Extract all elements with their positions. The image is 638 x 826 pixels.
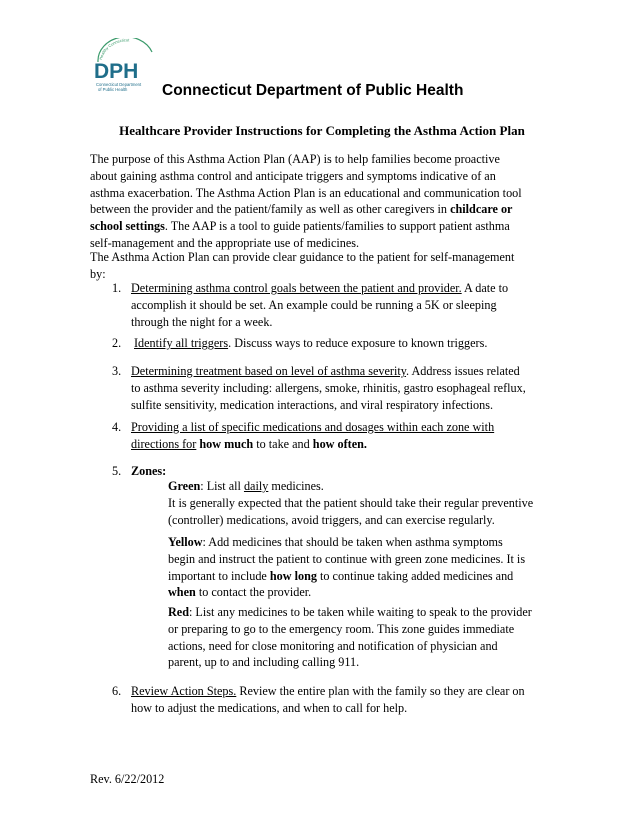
zone-line: or preparing to go to the emergency room. This zone guides immediate xyxy=(168,621,515,636)
intro-line: The purpose of this Asthma Action Plan (AAP) is to help families become proactive xyxy=(90,152,500,166)
zone-emphasis: how long xyxy=(269,568,317,583)
dph-logo-icon xyxy=(88,38,156,96)
intro-line xyxy=(90,201,560,218)
zone-line: begin and instruct the patient to continue with green zone medicines. It is xyxy=(168,551,526,566)
intro-emphasis: childcare or xyxy=(450,202,513,217)
item-line: accomplish it should be set. An example could be running a 5K or sleeping xyxy=(131,297,497,312)
item-line xyxy=(131,436,561,453)
item-heading: Identify all triggers xyxy=(134,336,229,350)
zone-line: (controller) medications, avoid triggers, and can exercise regularly. xyxy=(168,512,495,527)
item-text: to take and xyxy=(253,436,313,451)
item-line xyxy=(131,280,561,297)
item-line xyxy=(131,363,561,380)
intro-emphasis: school settings xyxy=(90,219,165,234)
lead-paragraph xyxy=(90,249,560,283)
intro-line: asthma exacerbation. The Asthma Action Plan is an educational and communication tool xyxy=(90,185,522,200)
logo-sub-line1: Connecticut Department xyxy=(96,82,142,87)
zone-line xyxy=(168,478,568,495)
item-heading: Determining treatment based on level of asthma severity xyxy=(131,364,407,378)
item-number: 6. xyxy=(112,684,122,698)
intro-text: between the provider and the patient/family as well as other caregivers in xyxy=(90,202,451,217)
intro-line: self-management and the appropriate use of medicines. xyxy=(90,235,360,250)
item-text: A date to xyxy=(461,281,509,295)
item-emphasis: how often. xyxy=(312,436,367,451)
zone-red xyxy=(168,604,568,671)
item-number: 4. xyxy=(112,420,122,434)
item-text: Review the entire plan with the family so they are clear on xyxy=(236,684,525,698)
zone-text: to contact the provider. xyxy=(195,585,312,600)
zone-name: Red xyxy=(168,605,189,619)
department-title: Connecticut Department of Public Health xyxy=(162,82,464,99)
item-heading: directions for xyxy=(131,436,197,451)
dph-logo xyxy=(88,38,156,96)
item-line: sulfite sensitivity, medication interactions, and viral respiratory infections. xyxy=(131,397,494,412)
zone-name: Green xyxy=(168,479,201,493)
item-line: how to adjust the medications, and when to call for help. xyxy=(131,700,408,715)
logo-arc-text: Healthy Connecticut xyxy=(98,38,130,61)
zone-text: : List any medicines to be taken while waiting to speak to the provider xyxy=(189,605,532,619)
zone-line xyxy=(168,534,568,551)
zone-emphasis: when xyxy=(168,585,196,600)
revision-date: Rev. 6/22/2012 xyxy=(90,772,165,786)
lead-line: The Asthma Action Plan can provide clear guidance to the patient for self-management xyxy=(90,250,515,264)
item-body xyxy=(131,419,561,453)
zone-text: to continue taking added medicines and xyxy=(316,568,514,583)
lead-line: by: xyxy=(90,266,106,281)
item-text: . Discuss ways to reduce exposure to known triggers. xyxy=(228,336,488,350)
zone-text: : Add medicines that should be taken when asthma symptoms xyxy=(202,535,503,549)
item-line: through the night for a week. xyxy=(131,314,273,329)
zones-label: Zones: xyxy=(131,464,167,478)
intro-paragraph xyxy=(90,151,560,252)
logo-letters: DPH xyxy=(94,60,139,83)
zone-line: parent, up to and including calling 911. xyxy=(168,655,360,670)
item-body xyxy=(134,335,564,352)
item-body xyxy=(131,363,561,413)
zone-line: actions, need for close monitoring and notification of physician and xyxy=(168,638,498,653)
item-emphasis: how much xyxy=(199,436,254,451)
item-line xyxy=(131,419,561,436)
item-number: 5. xyxy=(112,464,122,478)
intro-text: . The AAP is a tool to guide patients/families to support patient asthma xyxy=(164,219,510,234)
logo-sub-line2: of Public Health xyxy=(98,87,128,92)
zone-yellow xyxy=(168,534,568,601)
item-line: to asthma severity including: allergens, smoke, rhinitis, gastro esophageal reflux, xyxy=(131,380,526,395)
intro-line: about gaining asthma control and anticipate triggers and symptoms indicative of an xyxy=(90,168,496,183)
zone-line xyxy=(168,568,568,585)
item-body xyxy=(131,683,561,717)
item-number: 1. xyxy=(112,281,122,295)
item-body xyxy=(131,280,561,330)
zone-name: Yellow xyxy=(168,535,203,549)
zone-text: important to include xyxy=(168,568,270,583)
intro-line xyxy=(90,218,560,235)
zone-line xyxy=(168,584,568,601)
item-heading: Review Action Steps. xyxy=(131,684,237,698)
item-line xyxy=(134,335,564,352)
item-number: 2. xyxy=(112,336,122,350)
zone-green xyxy=(168,478,568,528)
item-text: . Address issues related xyxy=(406,364,520,378)
item-number: 3. xyxy=(112,364,122,378)
item-heading: Providing a list of specific medications and dosages within each zone with xyxy=(131,420,495,434)
zone-line: It is generally expected that the patient should take their regular preventive xyxy=(168,495,534,510)
zone-text: : List all xyxy=(200,479,244,493)
item-heading: Determining asthma control goals between the patient and provider. xyxy=(131,281,462,295)
zone-underlined: daily xyxy=(243,479,269,493)
item-line xyxy=(131,683,561,700)
page-title: Healthcare Provider Instructions for Completing the Asthma Action Plan xyxy=(119,123,525,138)
zone-text: medicines. xyxy=(268,479,324,493)
zone-line xyxy=(168,604,568,621)
